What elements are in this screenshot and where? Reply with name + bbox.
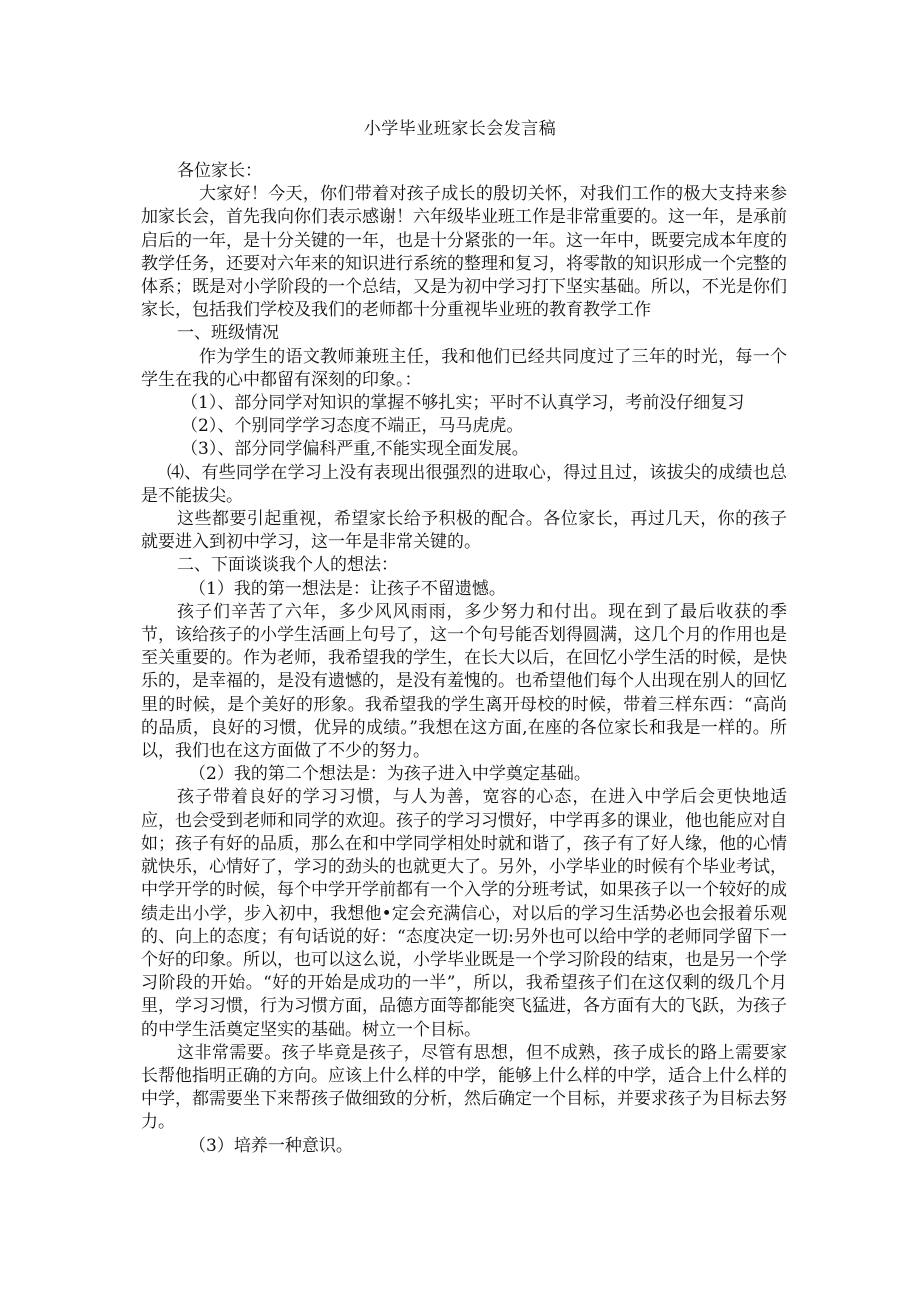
paragraph-first-thought: 孩子们辛苦了六年，多少风风雨雨，多少努力和付出。现在到了最后收获的季节，该给孩子的小学生活画上句号了，这一个句号能否划得圆满，这几个月的作用也是至关重要的。作为老师，我希望我的学生，在长大以后，在回忆小学生活的时候，是快乐的，是幸福的，是没有遗憾的，是没有羞愧的。也希望他们每个人出现在别人的回忆里的时候，是个美好的形象。我希望我的学生离开母校的时候，带着三样东西：“高尚的品质，良好的习惯，优异的成绩。”我想在这方面,在座的各位家长和我是一样的。所以，我们也在这方面做了不少的努力。	[141, 601, 787, 762]
document-body	[141, 160, 787, 1158]
greeting: 各位家长：	[177, 161, 262, 181]
paragraph-class-situation: 作为学生的语文教师兼班主任，我和他们已经共同度过了三年的时光，每一个学生在我的心中都留有深刻的印象。：	[141, 346, 787, 390]
paragraph-intro: 大家好！今天，你们带着对孩子成长的殷切关怀，对我们工作的极大支持来参加家长会，首先我向你们表示感谢！六年级毕业班工作是非常重要的。这一年，是承前启后的一年，是十分关键的一年，也是十分紧张的一年。这一年中，既要完成本年度的教学任务，还要对六年来的知识进行系统的整理和复习，将零散的知识形成一个完整的体系；既是对小学阶段的一个总结，又是为初中学习打下坚实基础。所以，不光是你们家长，包括我们学校及我们的老师都十分重视毕业班的教育教学工作	[141, 184, 787, 321]
subheading-third-thought: （3）培养一种意识。	[189, 1135, 353, 1156]
list-item-3: （3）、部分同学偏科严重,不能实现全面发展。	[181, 439, 529, 460]
paragraph-second-thought: 孩子带着良好的学习习惯，与人为善，宽容的心态，在进入中学后会更快地适应，也会受到老师和同学的欢迎。孩子的学习习惯好，中学再多的课业，他也能应对自如；孩子有好的品质，那么在和中学同学相处时就和谐了，孩子有了好人缘，他的心情就快乐，心情好了，学习的劲头的也就更大了。另外，小学毕业的时候有个毕业考试，中学开学的时候，每个中学开学前都有一个入学的分班考试，如果孩子以一个较好的成绩走出小学，步入初中，我想他•定会充满信心，对以后的学习生活势必也会报着乐观的、向上的态度；有句话说的好：“态度决定一切:另外也可以给中学的老师同学留下一个好的印象。所以，也可以这么说，小学毕业既是一个学习阶段的结束，也是另一个学习阶段的开始。“好的开始是成功的一半”，所以，我希望孩子们在这仅剩的级几个月里，学习习惯，行为习惯方面，品德方面等都能突飞猛进，各方面有大的飞跃，为孩子的中学生活奠定坚实的基础。树立一个目标。	[141, 787, 787, 1040]
paragraph-goal: 这非常需要。孩子毕竟是孩子，尽管有思想，但不成熟，孩子成长的路上需要家长帮他指明正确的方向。应该上什么样的中学，能够上什么样的中学，适合上什么样的中学，都需要坐下来帮孩子做细致的分析，然后确定一个目标，并要求孩子为目标去努力。	[141, 1042, 787, 1133]
paragraph-cooperation: 这些都要引起重视，希望家长给予积极的配合。各位家长，再过几天，你的孩子就要进入到初中学习，这一年是非常关键的。	[141, 509, 787, 553]
subheading-first-thought: （1）我的第一想法是：让孩子不留遗憾。	[189, 578, 506, 599]
document-title: 小学毕业班家长会发言稿	[363, 119, 557, 139]
section-heading-personal-thoughts: 二、下面谈谈我个人的想法：	[177, 555, 398, 576]
section-heading-class-situation: 一、班级情况	[177, 323, 279, 344]
list-item-4: ⑷、有些同学在学习上没有表现出很强烈的进取心，得过且过，该拔尖的成绩也总是不能拔尖。	[141, 462, 787, 506]
list-item-2: （2）、个别同学学习态度不端正，马马虎虎。	[181, 416, 524, 437]
list-item-1: （1）、部分同学对知识的掌握不够扎实；平时不认真学习，考前没仔细复习	[181, 393, 745, 414]
subheading-second-thought: （2）我的第二个想法是：为孩子进入中学奠定基础。	[189, 764, 591, 785]
